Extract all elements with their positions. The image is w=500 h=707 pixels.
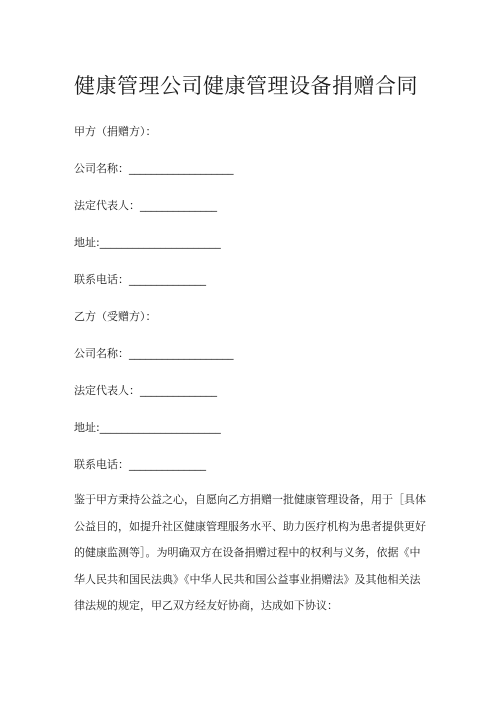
preamble-line: 华人民共和国民法典》《中华人民共和国公益事业捐赠法》及其他相关法 <box>74 572 421 586</box>
party-b-phone-field: 联系电话：______________ <box>74 458 206 471</box>
preamble-line: 律法规的规定，甲乙双方经友好协商，达成如下协议： <box>74 599 338 613</box>
party-a-legal-rep-field: 法定代表人：______________ <box>74 199 217 212</box>
preamble-line: 鉴于甲方秉持公益之心，自愿向乙方捐赠一批健康管理设备，用于［具体 <box>74 493 426 506</box>
party-b-address-field: 地址:______________________ <box>74 421 221 434</box>
party-a-address-field: 地址:______________________ <box>74 236 221 249</box>
preamble-line: 公益目的，如提升社区健康管理服务水平、助力医疗机构为患者提供更好 <box>74 519 426 533</box>
party-a-company-field: 公司名称：___________________ <box>74 162 234 175</box>
preamble-line: 的健康监测等］。为明确双方在设备捐赠过程中的权利与义务，依据《中 <box>74 546 421 560</box>
party-b-legal-rep-field: 法定代表人：______________ <box>74 384 217 397</box>
preamble-paragraph <box>74 487 430 620</box>
party-a-phone-field: 联系电话：______________ <box>74 273 206 286</box>
party-b-company-field: 公司名称：___________________ <box>74 347 234 360</box>
party-a-heading: 甲方（捐赠方）： <box>74 125 157 138</box>
document-title: 健康管理公司健康管理设备捐赠合同 <box>74 74 418 98</box>
party-b-heading: 乙方（受赠方）： <box>74 310 157 323</box>
